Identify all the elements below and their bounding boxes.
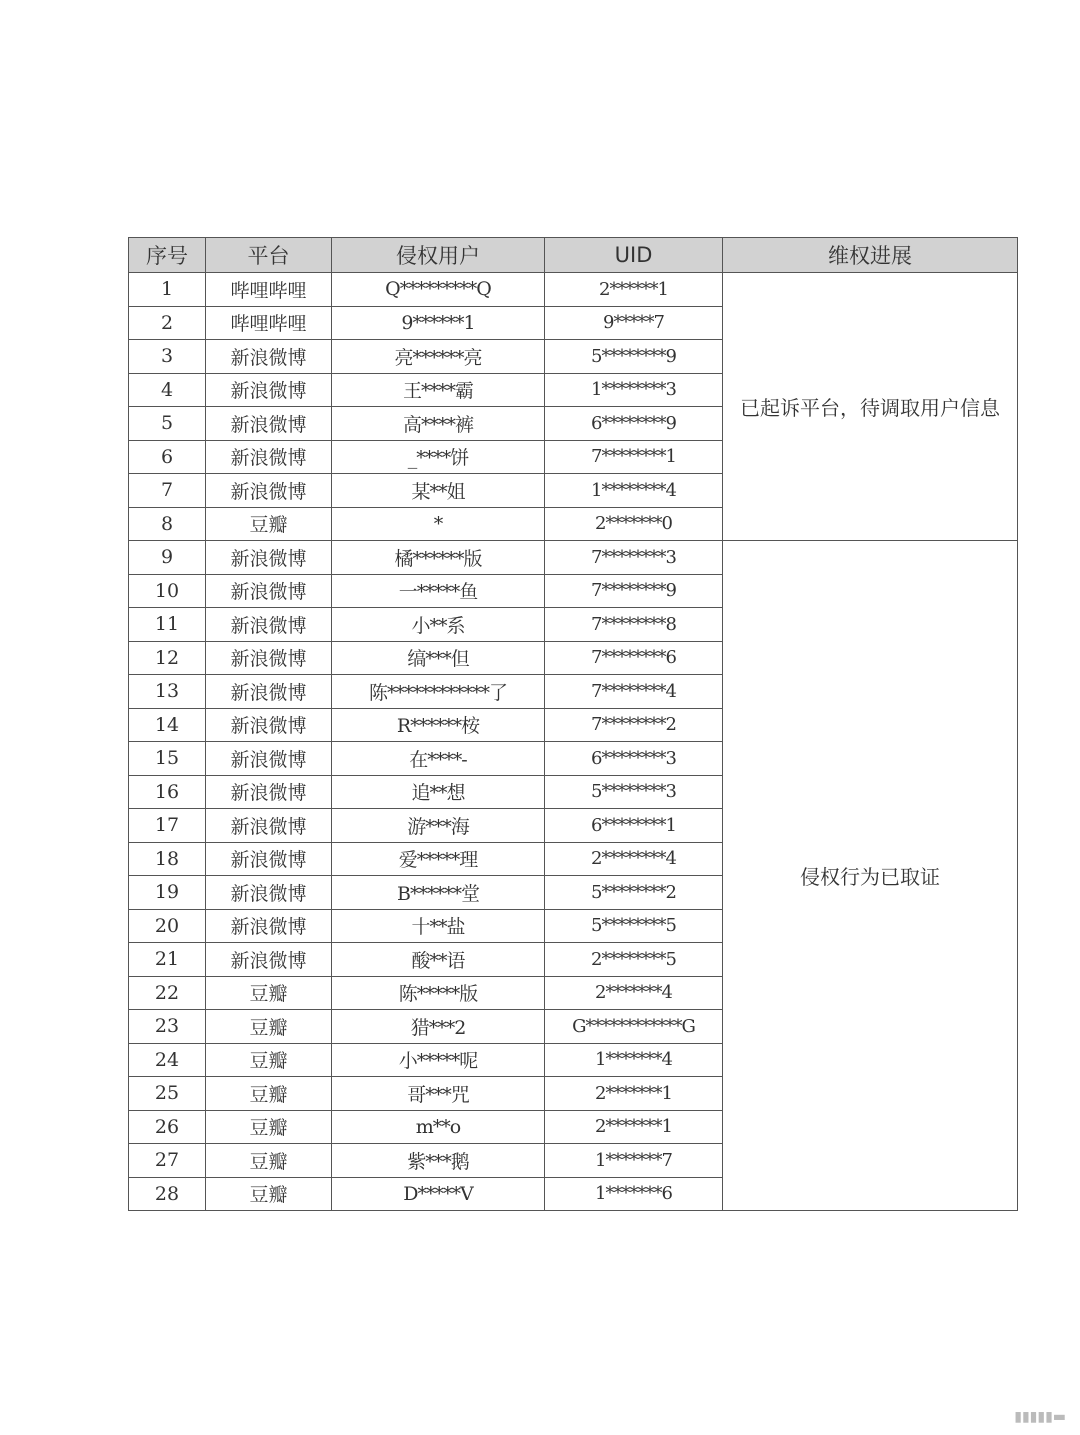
- table-row: [129, 541, 1018, 575]
- row-user: 猎***2: [332, 1010, 545, 1044]
- row-uid: 6********9: [545, 407, 723, 441]
- row-uid: 5********3: [545, 775, 723, 809]
- row-uid: 2******1: [545, 273, 723, 307]
- row-platform: 豆瓣: [206, 1077, 332, 1111]
- row-user: 紫***鹅: [332, 1144, 545, 1178]
- row-uid: G************G: [545, 1010, 723, 1044]
- row-user: Q*********Q: [332, 273, 545, 307]
- row-no: 3: [129, 340, 206, 374]
- row-no: 5: [129, 407, 206, 441]
- row-user: 高****裤: [332, 407, 545, 441]
- row-platform: 豆瓣: [206, 976, 332, 1010]
- row-platform: 新浪微博: [206, 943, 332, 977]
- row-platform: 新浪微博: [206, 909, 332, 943]
- row-user: B******堂: [332, 876, 545, 910]
- row-user: R******桉: [332, 708, 545, 742]
- row-no: 24: [129, 1043, 206, 1077]
- row-no: 13: [129, 675, 206, 709]
- row-no: 2: [129, 306, 206, 340]
- row-uid: 7********1: [545, 440, 723, 474]
- row-no: 6: [129, 440, 206, 474]
- row-uid: 1*******4: [545, 1043, 723, 1077]
- row-user: m**o: [332, 1110, 545, 1144]
- row-platform: 新浪微博: [206, 842, 332, 876]
- row-uid: 7********8: [545, 608, 723, 642]
- row-user: 在****-: [332, 742, 545, 776]
- row-no: 7: [129, 474, 206, 508]
- row-platform: 新浪微博: [206, 641, 332, 675]
- row-platform: 豆瓣: [206, 1144, 332, 1178]
- row-uid: 2*******1: [545, 1110, 723, 1144]
- row-platform: 豆瓣: [206, 1010, 332, 1044]
- row-no: 26: [129, 1110, 206, 1144]
- progress-cell: 侵权行为已取证: [723, 541, 1018, 1211]
- row-user: 一*****鱼: [332, 574, 545, 608]
- row-uid: 1*******7: [545, 1144, 723, 1178]
- row-user: 陈*****版: [332, 976, 545, 1010]
- row-no: 4: [129, 373, 206, 407]
- row-user: 十**盐: [332, 909, 545, 943]
- row-no: 20: [129, 909, 206, 943]
- row-uid: 5********2: [545, 876, 723, 910]
- row-uid: 2********5: [545, 943, 723, 977]
- table-row: [129, 273, 1018, 307]
- row-uid: 2********4: [545, 842, 723, 876]
- row-user: 橘******版: [332, 541, 545, 575]
- row-no: 11: [129, 608, 206, 642]
- row-uid: 7********3: [545, 541, 723, 575]
- row-uid: 9*****7: [545, 306, 723, 340]
- row-user: 某**姐: [332, 474, 545, 508]
- row-user: 爱*****理: [332, 842, 545, 876]
- header-user: 侵权用户: [332, 238, 545, 273]
- row-no: 1: [129, 273, 206, 307]
- row-uid: 2*******1: [545, 1077, 723, 1111]
- watermark-icon: ▮▮▮▮▮▬: [1014, 1409, 1066, 1425]
- row-uid: 1********3: [545, 373, 723, 407]
- row-platform: 新浪微博: [206, 742, 332, 776]
- row-platform: 新浪微博: [206, 876, 332, 910]
- row-uid: 5********9: [545, 340, 723, 374]
- row-no: 19: [129, 876, 206, 910]
- row-platform: 新浪微博: [206, 541, 332, 575]
- row-uid: 7********4: [545, 675, 723, 709]
- row-no: 18: [129, 842, 206, 876]
- row-platform: 新浪微博: [206, 407, 332, 441]
- row-uid: 2*******4: [545, 976, 723, 1010]
- table-body: [129, 273, 1018, 1211]
- row-platform: 新浪微博: [206, 440, 332, 474]
- row-user: 小*****呢: [332, 1043, 545, 1077]
- row-uid: 7********2: [545, 708, 723, 742]
- row-no: 25: [129, 1077, 206, 1111]
- row-user: 游***海: [332, 809, 545, 843]
- progress-cell: 已起诉平台，待调取用户信息: [723, 273, 1018, 541]
- row-platform: 新浪微博: [206, 775, 332, 809]
- row-platform: 哔哩哔哩: [206, 306, 332, 340]
- row-no: 22: [129, 976, 206, 1010]
- row-user: 小**系: [332, 608, 545, 642]
- row-user: 追**想: [332, 775, 545, 809]
- row-platform: 新浪微博: [206, 340, 332, 374]
- row-platform: 新浪微博: [206, 474, 332, 508]
- row-no: 17: [129, 809, 206, 843]
- row-user: _****饼: [332, 440, 545, 474]
- row-user: 哥***咒: [332, 1077, 545, 1111]
- row-no: 15: [129, 742, 206, 776]
- row-user: 酸**语: [332, 943, 545, 977]
- row-no: 14: [129, 708, 206, 742]
- row-no: 10: [129, 574, 206, 608]
- row-user: 9******1: [332, 306, 545, 340]
- row-platform: 哔哩哔哩: [206, 273, 332, 307]
- row-uid: 6********1: [545, 809, 723, 843]
- row-platform: 新浪微博: [206, 574, 332, 608]
- row-user: 陈************了: [332, 675, 545, 709]
- row-platform: 豆瓣: [206, 1177, 332, 1211]
- row-uid: 5********5: [545, 909, 723, 943]
- row-platform: 新浪微博: [206, 675, 332, 709]
- row-platform: 新浪微博: [206, 708, 332, 742]
- row-platform: 新浪微博: [206, 809, 332, 843]
- row-platform: 豆瓣: [206, 1043, 332, 1077]
- row-user: 亮******亮: [332, 340, 545, 374]
- row-user: 缟***但: [332, 641, 545, 675]
- header-progress: 维权进展: [723, 238, 1018, 273]
- row-no: 8: [129, 507, 206, 541]
- row-uid: 7********6: [545, 641, 723, 675]
- header-uid: UID: [545, 238, 723, 273]
- row-uid: 1********4: [545, 474, 723, 508]
- row-platform: 豆瓣: [206, 1110, 332, 1144]
- row-no: 28: [129, 1177, 206, 1211]
- row-uid: 7********9: [545, 574, 723, 608]
- row-user: 王****霸: [332, 373, 545, 407]
- row-no: 27: [129, 1144, 206, 1178]
- header-no: 序号: [129, 238, 206, 273]
- row-no: 16: [129, 775, 206, 809]
- row-no: 9: [129, 541, 206, 575]
- row-uid: 6********3: [545, 742, 723, 776]
- header-platform: 平台: [206, 238, 332, 273]
- header-row: [129, 238, 1018, 273]
- row-platform: 豆瓣: [206, 507, 332, 541]
- row-user: D*****V: [332, 1177, 545, 1211]
- row-uid: 1*******6: [545, 1177, 723, 1211]
- row-uid: 2*******0: [545, 507, 723, 541]
- row-no: 21: [129, 943, 206, 977]
- row-no: 23: [129, 1010, 206, 1044]
- row-platform: 新浪微博: [206, 373, 332, 407]
- row-user: *: [332, 507, 545, 541]
- infringement-table: [128, 237, 1018, 1211]
- row-no: 12: [129, 641, 206, 675]
- row-platform: 新浪微博: [206, 608, 332, 642]
